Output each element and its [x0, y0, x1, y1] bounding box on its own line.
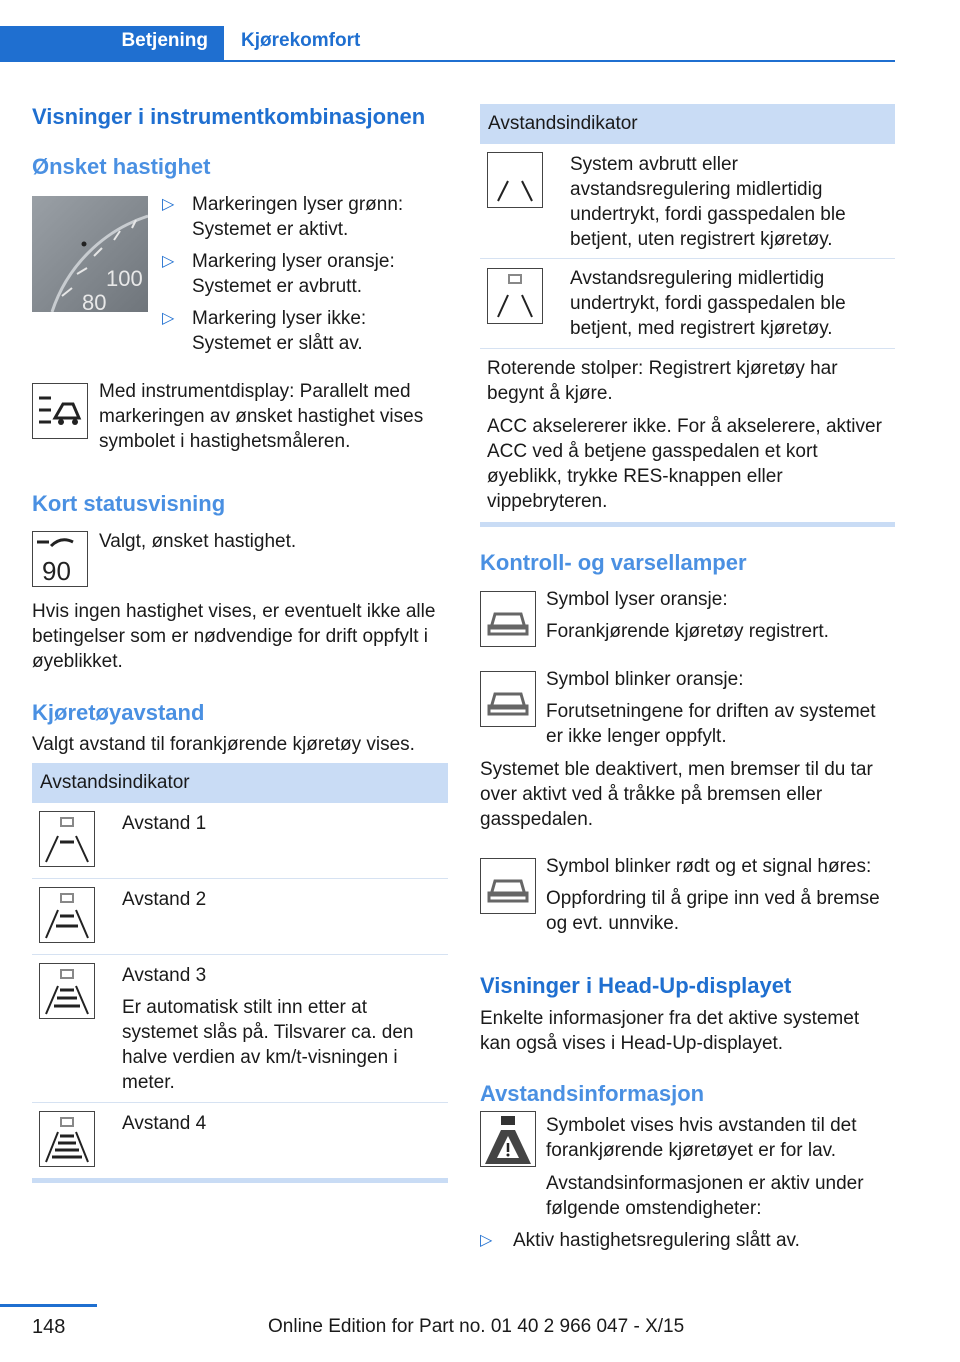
table-row: System avbrutt eller avstandsregulering midlertidig undertrykt, fordi gasspedalen ble betjent, uten registrert kjøretøy. — [570, 154, 846, 250]
vehicle-detected-icon — [480, 591, 536, 647]
row-divider — [480, 258, 895, 259]
table-row: Avstand 1 — [122, 813, 207, 834]
distance-3-icon — [39, 963, 95, 1019]
distance-2-icon — [39, 887, 95, 943]
kort-status-text: Valgt, ønsket hastighet. — [99, 531, 297, 552]
speedometer-image — [32, 196, 148, 312]
section-title: Visninger i instrumentkombinasjonen — [32, 104, 426, 129]
table-row: Roterende stolper: Registrert kjøretøy har begynt å kjøre. — [487, 358, 838, 404]
list-item: ▷ Markering lyser oransje: Systemet er avbrutt. — [162, 251, 395, 297]
vehicle-blink-red-icon — [480, 858, 536, 914]
heading-kontroll-varsellamper: Kontroll- og varsellamper — [480, 550, 747, 575]
lamp-2-text: Forutsetningene for driften av systemet er ikke lenger oppfylt. — [546, 701, 876, 747]
distance-warning-icon — [480, 1111, 536, 1167]
lamp-2-note: Systemet ble deaktivert, men bremser til du tar over aktivt ved å tråkke på bremsen eller gasspedalen. — [480, 759, 873, 830]
avstand-intro: Valgt avstand til forankjørende kjøretøy vises. — [32, 734, 415, 755]
heading-kjoretoyavstand: Kjøretøyavstand — [32, 700, 205, 725]
table-end — [32, 1178, 448, 1183]
tab-betjening[interactable]: Betjening — [0, 26, 224, 60]
list-item: ▷ Aktiv hastighetsregulering slått av. — [480, 1230, 800, 1251]
page-number: 148 — [32, 1316, 66, 1338]
lamp-3-text: Oppfordring til å gripe inn ved å bremse og evt. unnvike. — [546, 888, 880, 934]
heading-avstandsinformasjon: Avstandsinformasjon — [480, 1081, 705, 1106]
speed-status-icon — [32, 531, 88, 587]
bullet-triangle-icon: ▷ — [480, 1232, 493, 1249]
info-text-2: Avstandsinformasjonen er aktiv under følgende omstendigheter: — [546, 1173, 864, 1219]
info-text-1: Symbolet vises hvis avstanden til det forankjørende kjøretøyet er for lav. — [546, 1115, 857, 1161]
list-item: ▷ Markering lyser ikke: Systemet er slått av. — [162, 308, 367, 354]
edition-text: Online Edition for Part no. 01 40 2 966 047 - X/15 — [268, 1316, 685, 1337]
hud-text: Enkelte informasjoner fra det aktive systemet kan også vises i Head-Up-displayet. — [480, 1008, 860, 1054]
table-row: Avstand 2 — [122, 889, 207, 910]
lamp-2-title: Symbol blinker oransje: — [546, 669, 744, 690]
tab-kjorekomfort[interactable]: Kjørekomfort — [241, 30, 361, 51]
vehicle-blink-orange-icon — [480, 671, 536, 727]
heading-onsket-hastighet: Ønsket hastighet — [32, 154, 211, 179]
table-row-note: ACC akselererer ikke. For å akselerere, aktiver ACC ved å betjene gasspedalen et kort øyeblikk, trykke RES-knappen eller vippebryteren. — [487, 416, 882, 512]
speed-value: 90 — [42, 556, 71, 586]
distance-suppressed-icon — [487, 268, 543, 324]
row-divider — [32, 1102, 448, 1103]
speedo-label-80: 80 — [82, 290, 107, 312]
row-divider — [32, 878, 448, 879]
lamp-3-title: Symbol blinker rødt og et signal høres: — [546, 856, 872, 877]
header-divider — [0, 60, 895, 62]
distance-interrupted-icon — [487, 152, 543, 208]
heading-kort-statusvisning: Kort statusvisning — [32, 491, 226, 516]
row-divider — [480, 348, 895, 349]
distance-4-icon — [39, 1111, 95, 1167]
table-row: Avstandsregulering midlertidig undertrykt, fordi gasspedalen ble betjent, med registrert kjøretøy. — [570, 268, 846, 339]
page-header — [0, 0, 960, 62]
row-divider — [32, 954, 448, 955]
lamp-1-title: Symbol lyser oransje: — [546, 589, 728, 610]
table-header: Avstandsindikator — [32, 763, 448, 803]
distance-1-icon — [39, 811, 95, 867]
kort-note: Hvis ingen hastighet vises, er eventuelt ikke alle betingelser som er nødvendige for drift oppfylt i øyeblikket. — [32, 601, 436, 672]
table-row: Avstand 4 — [122, 1113, 207, 1134]
bullet-triangle-icon: ▷ — [162, 310, 175, 327]
bullet-triangle-icon: ▷ — [162, 253, 175, 270]
table-row: Avstand 3 — [122, 965, 207, 986]
speedo-label-100: 100 — [106, 266, 143, 291]
table-end — [480, 522, 895, 527]
lamp-1-text: Forankjørende kjøretøy registrert. — [546, 621, 829, 642]
avstand-3-note: Er automatisk stilt inn etter at systemet slås på. Tilsvarer ca. den halve verdien av km/t-visningen i meter. — [122, 997, 414, 1093]
heading-head-up-display: Visninger i Head-Up-displayet — [480, 973, 792, 998]
cruise-control-icon — [32, 383, 88, 439]
instrument-display-text: Med instrumentdisplay: Parallelt med markeringen av ønsket hastighet vises symbolet i hastighetsmåleren. — [99, 381, 424, 452]
table-header: Avstandsindikator — [480, 104, 895, 144]
list-item: ▷ Markeringen lyser grønn: Systemet er aktivt. — [162, 194, 404, 240]
footer-divider — [0, 1304, 97, 1307]
bullet-triangle-icon: ▷ — [162, 196, 175, 213]
